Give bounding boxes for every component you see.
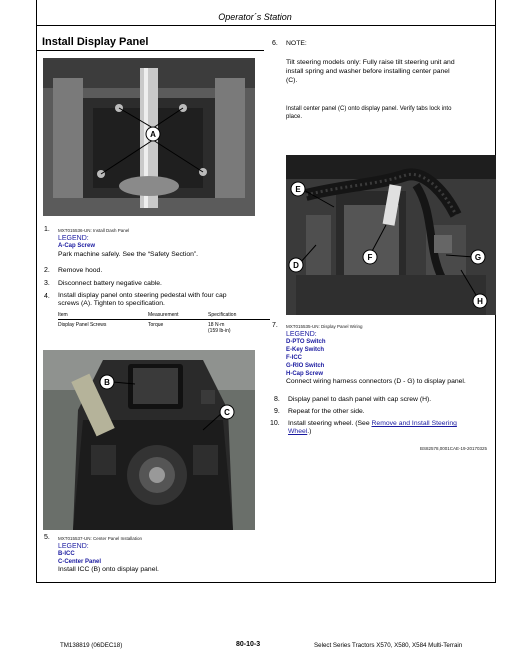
callout-e: E [295, 185, 301, 194]
remove-install-steering-link[interactable]: Remove and Install Steering [371, 420, 457, 427]
step-6-note-label: NOTE: [286, 40, 307, 47]
spec-col-item: Item [58, 312, 148, 320]
callout-h: H [477, 297, 483, 306]
fig1-legend-title: LEGEND: [58, 235, 89, 242]
callout-c: C [224, 408, 230, 417]
fig3-legend-e: E-Key Switch [286, 347, 325, 353]
page-header-title: Operator´s Station [218, 12, 292, 22]
remove-install-steering-link-cont[interactable]: Wheel [288, 428, 308, 435]
callout-d: D [293, 261, 299, 270]
step-4-text-1: Install display panel onto steering pedestal with four cap [58, 292, 227, 299]
step-6-num: 6. [272, 40, 278, 47]
fig2-step-num: 5. [44, 534, 50, 541]
step-2-text: Remove hood. [58, 267, 103, 274]
fig2-caption: MXT015537-UN: Center Panel Installation [58, 536, 143, 541]
step-1-text: Park machine safely. See the “Safety Section”. [58, 251, 199, 258]
center-panel-illustration [43, 350, 255, 530]
step-8-num: 8. [274, 396, 280, 403]
step-8-text: Display panel to dash panel with cap screw (H). [288, 396, 432, 403]
callout-a: A [150, 130, 156, 139]
step-10-text-line-2 [288, 428, 311, 436]
fig3-legend-f: F-ICC [286, 355, 302, 361]
spec-item: Display Panel Screws [58, 322, 107, 328]
photo-install-dash-panel [43, 58, 255, 216]
spec-table-header [58, 312, 270, 320]
step-7-text: Connect wiring harness connectors (D - G) to display panel. [286, 378, 466, 385]
fig2-legend-title: LEGEND: [58, 543, 89, 550]
doc-id: BS82578,0001CAE-19-20170325 [420, 446, 488, 451]
footer-page-number: 80-10-3 [236, 641, 261, 648]
footer-product: Select Series Tractors X570, X580, X584 Multi-Terrain [314, 642, 463, 649]
spec-col-measurement: Measurement [148, 312, 208, 320]
spec-measurement: Torque [148, 322, 164, 328]
fig3-legend-g: G-RIO Switch [286, 363, 325, 369]
step-3-num: 3. [44, 280, 50, 287]
frame-left [36, 26, 37, 582]
frame-bottom [36, 582, 496, 583]
step-10-suffix: .) [307, 428, 312, 435]
step-4-text-2: screws (A). Tighten to specification. [58, 300, 165, 307]
spec-table-row [58, 320, 270, 335]
fig3-caption: MXT015535-UN: Display Panel Wiring [286, 324, 363, 329]
spec-table [58, 312, 270, 334]
step-10-num: 10. [270, 420, 280, 427]
fig1-step-num: 1. [44, 226, 50, 233]
section-title-rule [36, 50, 264, 51]
header-rule [36, 25, 496, 26]
fig1-legend-a: A-Cap Screw [58, 243, 96, 249]
fig2-legend-c: C-Center Panel [58, 559, 102, 565]
footer-tm-number: TM138819 (06DEC18) [60, 642, 123, 649]
step-10-prefix: Install steering wheel. (See [288, 420, 370, 427]
step-10-text [288, 420, 494, 428]
step-6-note-line-3: (C). [286, 77, 298, 84]
dash-panel-illustration [43, 58, 255, 216]
step-4-num: 4. [44, 293, 50, 300]
spec-col-specification: Specification [208, 312, 270, 320]
step-3-text: Disconnect battery negative cable. [58, 280, 162, 287]
step-6-text-line-2: place. [286, 114, 303, 120]
fig3-legend-d: D-PTO Switch [286, 339, 326, 345]
wiring-illustration [286, 155, 496, 315]
spec-value-metric: 18 N·m [208, 322, 225, 328]
section-title: Install Display Panel [42, 36, 149, 48]
fig1-caption: MXT015536-UN: Install Dash Panel [58, 228, 130, 233]
callout-g: G [474, 253, 482, 262]
step-6-text-line-1: Install center panel (C) onto display panel. Verify tabs lock into [286, 106, 452, 112]
fig3-legend-h: H-Cap Screw [286, 371, 324, 377]
callout-f: F [367, 253, 373, 262]
step-6-note-line-2: install spring and washer before installing center panel [286, 68, 450, 75]
step-9-num: 9. [274, 408, 280, 415]
step-9-text: Repeat for the other side. [288, 408, 365, 415]
photo-center-panel-installation [43, 350, 255, 530]
step-6-note-line-1: Tilt steering models only: Fully raise tilt steering unit and [286, 59, 455, 66]
step-5-text: Install ICC (B) onto display panel. [58, 566, 159, 573]
fig2-legend-b: B-ICC [58, 551, 75, 557]
step-2-num: 2. [44, 267, 50, 274]
photo-display-panel-wiring [286, 155, 496, 315]
fig3-step-num: 7. [272, 322, 278, 329]
callout-b: B [104, 378, 110, 387]
spec-value-imperial: (159 lb-in) [208, 328, 231, 334]
spec-value [208, 320, 270, 335]
fig3-legend-title: LEGEND: [286, 331, 317, 338]
